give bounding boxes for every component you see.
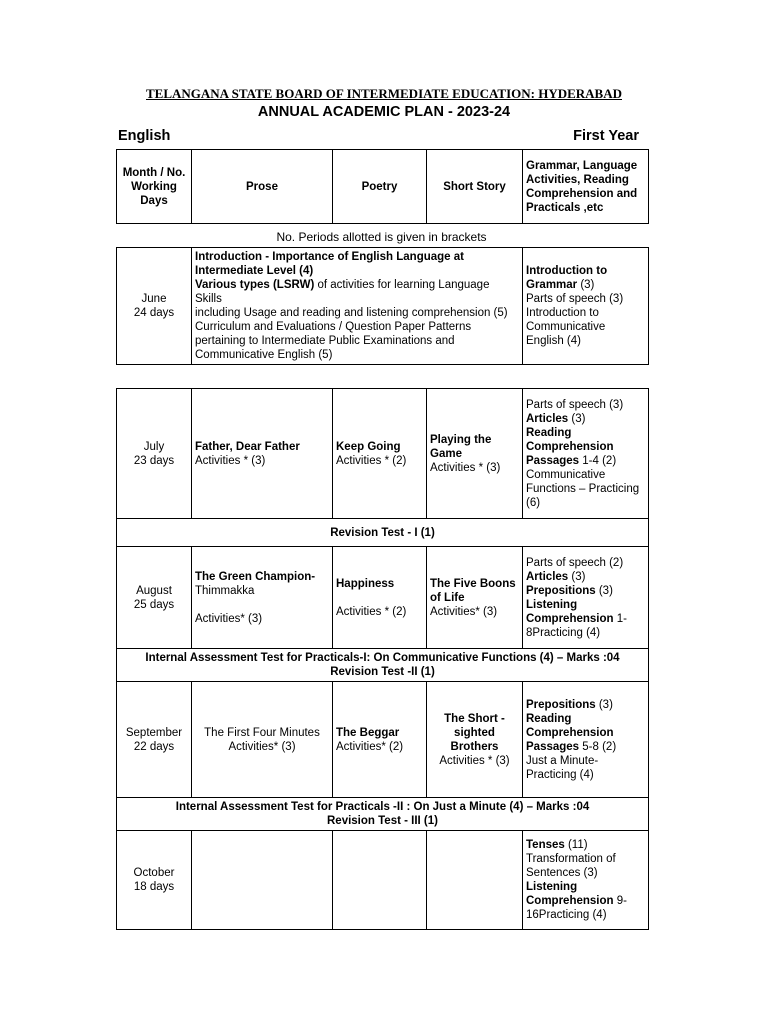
table-row-assessment-2 — [117, 798, 649, 831]
prose-lsrw: Various types (LSRW) — [195, 279, 315, 291]
story-cell — [427, 389, 523, 519]
grammar-parts: Parts of speech (3) — [526, 398, 624, 411]
grammar-line — [526, 880, 645, 922]
prose-subtitle: Thimmakka — [195, 584, 255, 597]
periods-note: No. Periods allotted is given in brackets — [276, 230, 487, 244]
story-cell — [427, 547, 523, 649]
grammar-prepositions: Prepositions — [526, 584, 596, 597]
grammar-line — [526, 426, 645, 468]
grammar-tenses: Tenses — [526, 839, 565, 851]
grammar-articles: Articles — [526, 570, 569, 583]
poetry-activities: Activities * (2) — [336, 605, 407, 618]
col-short-story: Short Story — [427, 150, 523, 224]
month-name: July — [143, 440, 165, 453]
prose-cell — [192, 248, 523, 365]
grammar-parts: Parts of speech (3) — [526, 293, 624, 305]
grammar-intro: Introduction to Grammar — [526, 265, 608, 291]
grammar-parts: Parts of speech (2) — [526, 556, 624, 569]
grammar-line — [526, 264, 645, 292]
grammar-reading: Reading Comprehension Passages — [526, 426, 614, 467]
subject-label: English — [118, 128, 171, 144]
grammar-listening: Listening Comprehension — [526, 881, 614, 907]
prose-line — [195, 278, 519, 306]
revision-test-2: Revision Test -II (1) — [330, 666, 435, 678]
poetry-activities: Activities* (2) — [336, 740, 404, 753]
prose-title: The First Four Minutes — [204, 726, 320, 739]
grammar-cell — [523, 547, 649, 649]
year-label: First Year — [573, 128, 639, 144]
prose-title: The Green Champion- — [195, 570, 316, 583]
poetry-title: The Beggar — [336, 726, 400, 739]
prose-lsrw-text: of activities for learning Language Skills — [195, 279, 490, 305]
story-title: The Five Boons of Life — [430, 577, 516, 604]
grammar-articles-periods: (3) — [568, 412, 586, 425]
table-row-assessment-1 — [117, 649, 649, 682]
poetry-cell — [333, 682, 427, 798]
working-days: 18 days — [133, 881, 175, 893]
grammar-transformation: Transformation of Sentences (3) — [526, 853, 616, 879]
revision-test-1: Revision Test - I (1) — [117, 519, 649, 547]
month-name: September — [125, 726, 183, 739]
poetry-cell — [333, 547, 427, 649]
poetry-activities: Activities * (2) — [336, 454, 407, 467]
prose-intro: Introduction - Importance of English Language at Intermediate Level (4) — [195, 251, 464, 277]
grammar-listening-periods: 9-16Practicing (4) — [526, 895, 627, 921]
poetry-title: Happiness — [336, 577, 395, 590]
working-days: 23 days — [133, 454, 175, 467]
header-table — [116, 149, 649, 224]
grammar-prepositions: Prepositions — [526, 698, 596, 711]
grammar-communicative: Introduction to Communicative English (4) — [526, 307, 606, 347]
story-activities: Activities * (3) — [430, 461, 501, 474]
working-days: 25 days — [133, 598, 175, 611]
grammar-just-a-minute: Just a Minute- Practicing (4) — [526, 754, 599, 781]
story-activities: Activities* (3) — [430, 605, 498, 618]
grammar-line — [526, 838, 645, 852]
grammar-reading-periods: 1-4 (2) — [579, 454, 617, 467]
grammar-tenses-periods: (11) — [564, 839, 588, 851]
grammar-line — [526, 412, 645, 426]
grammar-line — [526, 570, 645, 584]
prose-cell — [192, 547, 333, 649]
grammar-cell — [523, 682, 649, 798]
grammar-functions: Communicative Functions – Practicing (6) — [526, 468, 640, 509]
table-row-revision-1 — [117, 519, 649, 547]
month-cell — [117, 389, 192, 519]
prose-activities: Activities* (3) — [195, 612, 263, 625]
grammar-listening: Listening Comprehension — [526, 598, 614, 625]
month-name: June — [141, 293, 167, 305]
assessment-test-1: Internal Assessment Test for Practicals-I: On Communicative Functions (4) – Marks :04 — [145, 652, 620, 664]
month-cell — [117, 248, 192, 365]
col-poetry: Poetry — [333, 150, 427, 224]
grammar-line — [526, 584, 645, 598]
prose-usage: including Usage and reading and listening comprehension (5) — [195, 307, 508, 319]
plan-table — [116, 388, 649, 930]
poetry-cell — [333, 831, 427, 930]
grammar-line — [526, 712, 645, 754]
month-name: August — [136, 584, 172, 597]
grammar-cell — [523, 831, 649, 930]
col-month: Month / No. Working Days — [117, 150, 192, 224]
table-row-july — [117, 389, 649, 519]
grammar-listening-periods: 1-8Practicing (4) — [526, 612, 627, 639]
grammar-cell — [523, 248, 649, 365]
month-cell — [117, 682, 192, 798]
story-activities: Activities * (3) — [439, 754, 510, 767]
grammar-reading-periods: 5-8 (2) — [579, 740, 617, 753]
story-title: Playing the Game — [430, 433, 492, 460]
table-row-june — [117, 248, 649, 365]
table-row-august — [117, 547, 649, 649]
plan-title: ANNUAL ACADEMIC PLAN - 2023-24 — [257, 104, 511, 120]
table-row-october — [117, 831, 649, 930]
month-cell — [117, 831, 192, 930]
prose-cell — [192, 389, 333, 519]
col-grammar: Grammar, Language Activities, Reading Comprehension and Practicals ,etc — [523, 150, 649, 224]
story-title: The Short - sighted Brothers — [444, 712, 505, 753]
poetry-title: Keep Going — [336, 440, 401, 453]
assessment-cell — [117, 649, 649, 682]
table-row-september — [117, 682, 649, 798]
grammar-line — [526, 598, 645, 640]
grammar-prepositions-periods: (3) — [595, 584, 613, 597]
grammar-articles: Articles — [526, 412, 569, 425]
prose-activities: Activities* (3) — [228, 740, 296, 753]
month-cell — [117, 547, 192, 649]
working-days: 22 days — [133, 740, 175, 753]
assessment-test-2: Internal Assessment Test for Practicals -II : On Just a Minute (4) – Marks :04 — [175, 801, 590, 813]
grammar-line — [526, 698, 645, 712]
story-cell — [427, 682, 523, 798]
grammar-articles-periods: (3) — [568, 570, 586, 583]
revision-test-3: Revision Test - III (1) — [327, 815, 438, 827]
poetry-cell — [333, 389, 427, 519]
month-name: October — [133, 867, 175, 879]
board-title: TELANGANA STATE BOARD OF INTERMEDIATE EDUCATION: HYDERABAD — [146, 86, 622, 101]
grammar-intro-periods: (3) — [577, 279, 595, 291]
prose-cell — [192, 682, 333, 798]
prose-cell — [192, 831, 333, 930]
assessment-cell — [117, 798, 649, 831]
grammar-reading: Reading Comprehension Passages — [526, 712, 614, 753]
prose-title: Father, Dear Father — [195, 440, 300, 453]
grammar-prepositions-periods: (3) — [595, 698, 613, 711]
working-days: 24 days — [133, 307, 175, 319]
grammar-cell — [523, 389, 649, 519]
prose-activities: Activities * (3) — [195, 454, 266, 467]
header-row — [117, 150, 649, 224]
prose-curriculum: Curriculum and Evaluations / Question Paper Patterns pertaining to Intermediate Public Examinations and Communicative English (5) — [195, 321, 472, 361]
june-table — [116, 247, 649, 365]
col-prose: Prose — [192, 150, 333, 224]
story-cell — [427, 831, 523, 930]
